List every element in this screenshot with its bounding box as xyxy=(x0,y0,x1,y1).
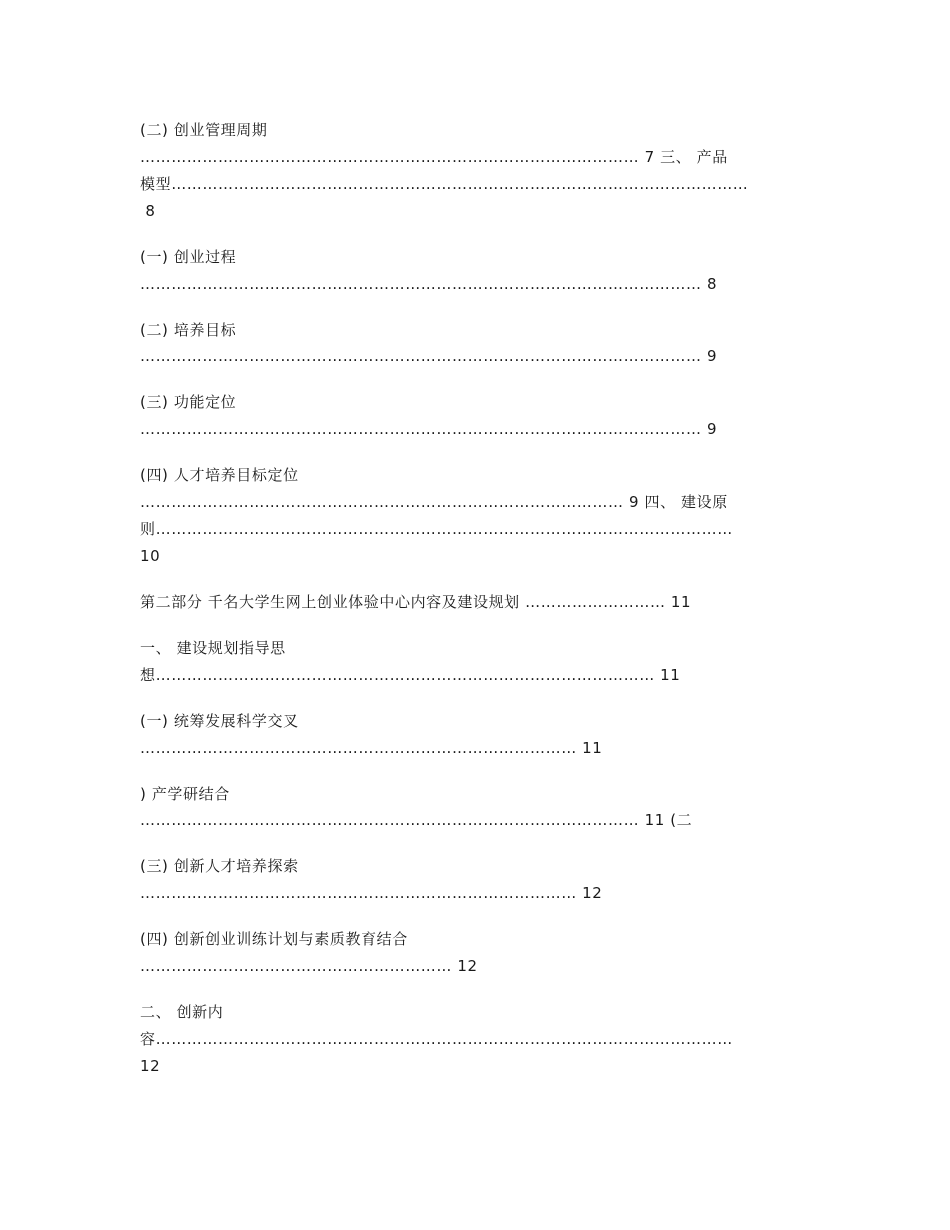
toc-entry-title: 一、 建设规划指导思 xyxy=(140,639,286,657)
toc-entry-title: (四) 创新创业训练计划与素质教育结合 xyxy=(140,930,408,948)
toc-entry-leader: ………………………………………………………………………… 12 xyxy=(140,884,603,902)
toc-entry-title: 则………………………………………………………………………………………………… xyxy=(140,520,733,538)
toc-entry-title: ) 产学研结合 xyxy=(140,785,230,803)
toc-entry-title: (三) 创新人才培养探索 xyxy=(140,857,299,875)
toc-page-number: 10 xyxy=(140,547,161,565)
toc-entry-title: (一) 统筹发展科学交叉 xyxy=(140,712,299,730)
toc-entry-title: (二) 培养目标 xyxy=(140,321,237,339)
toc-entry-title: 模型………………………………………………………………………………………………… xyxy=(140,175,749,193)
toc-entry-leader: ……………………………………………………………………………………………… 9 xyxy=(140,347,718,365)
toc-entry-leader: ………………………………………………………………………………… 9 四、 建设原 xyxy=(140,493,728,511)
toc-part-heading: 第二部分 千名大学生网上创业体验中心内容及建设规划 ……………………… 11 xyxy=(140,593,692,611)
toc-entry-title: 二、 创新内 xyxy=(140,1003,224,1021)
toc-entry-leader: …………………………………………………………………………………… 7 三、 产品 xyxy=(140,148,728,166)
toc-page-number: 12 xyxy=(140,1057,161,1075)
toc-entry-title: (三) 功能定位 xyxy=(140,393,237,411)
toc-entry-title: (一) 创业过程 xyxy=(140,248,237,266)
toc-entry-leader: ………………………………………………………………………… 11 xyxy=(140,739,603,757)
toc-entry-title: 容………………………………………………………………………………………………… xyxy=(140,1030,733,1048)
toc-entry-title: (二) 创业管理周期 xyxy=(140,121,268,139)
toc-entry-leader: ……………………………………………………………………………………………… 8 xyxy=(140,275,718,293)
toc-entry-leader: ……………………………………………………………………………………………… 9 xyxy=(140,420,718,438)
toc-page-number: 8 xyxy=(140,202,156,220)
toc-entry-leader: 想…………………………………………………………………………………… 11 xyxy=(140,666,681,684)
toc-entry-title: (四) 人才培养目标定位 xyxy=(140,466,299,484)
toc-entry-leader: …………………………………………………………………………………… 11 (二 xyxy=(140,811,693,829)
toc-entry-leader: …………………………………………………… 12 xyxy=(140,957,478,975)
